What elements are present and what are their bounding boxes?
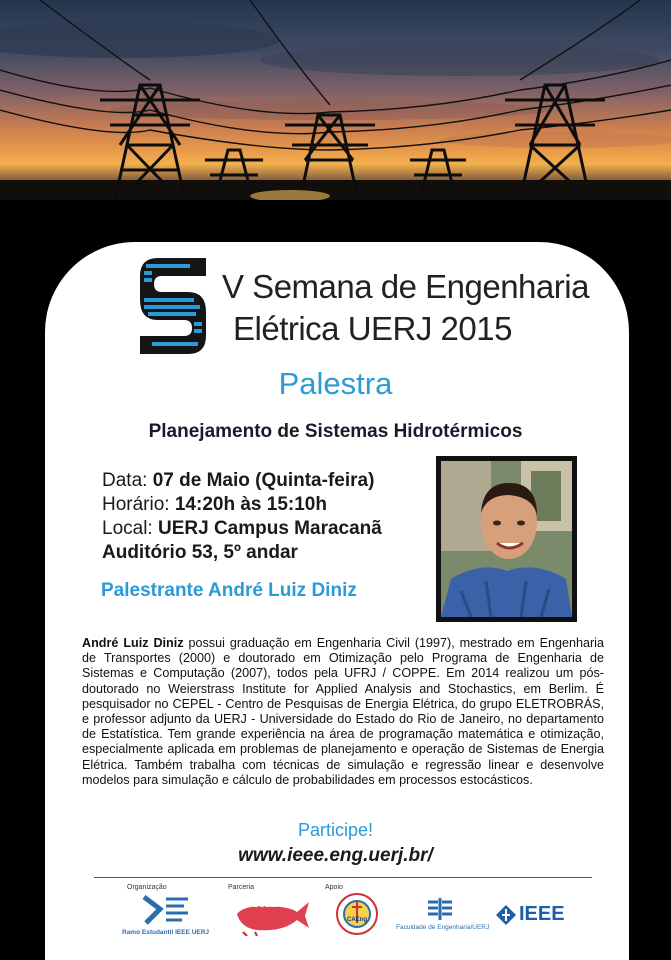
time-line	[102, 494, 327, 516]
org-name: Ramo Estudantil IEEE UERJ	[122, 929, 210, 936]
ieee-uerj-logo-icon	[140, 895, 192, 927]
speaker-heading: Palestrante André Luiz Diniz	[101, 580, 357, 601]
event-title-line1: V Semana de Engenharia	[222, 268, 589, 305]
time-value: 14:20h às 15:10h	[174, 494, 327, 515]
label-organizacao: Organização	[127, 884, 167, 891]
room-value: Auditório 53, 5º andar	[102, 542, 298, 563]
date-value: 07 de Maio (Quinta-feira)	[152, 470, 375, 491]
place-label: Local:	[102, 518, 153, 539]
time-label: Horário:	[102, 494, 170, 515]
faculty-name: Faculdade de Engenharia/UERJ	[396, 924, 490, 931]
event-title-line2: Elétrica UERJ 2015	[233, 310, 512, 347]
date-line	[102, 470, 374, 492]
room-line	[102, 542, 298, 564]
mobgeek-logo-icon	[233, 892, 311, 936]
semana-logo-icon	[140, 258, 206, 354]
label-parceria: Parceria	[228, 884, 255, 891]
speaker-bio	[82, 636, 604, 806]
bio-text: possui graduação em Engenharia Civil (1997), mestrado em Engenharia de Transportes (2000) e doutorado em Otimização pelo Programa de Engenharia de Sistemas e Computação (2007), todos pela UFRJ / COPPE. Em 2014 realizou um pós-doutorado no Weierstrass Institute for Applied Analysis and Stochastics, em Berlim. É pesquisador no CEPEL - Centro de Pesquisas de Energia Elétrica, do grupo ELETROBRÁS, e professor adjunto da UERJ - Universidade do Estado do Rio de Janeiro, no departamento de Estatística. Tem grande experiência na área de programação matemática e otimização, especialmente aplicada em problemas de planejamento e operação de Sistemas de Energia Elétrica. Também trabalha com técnicas de simulação e regressão linear e desenvolve modelos para simulação e cálculo de probabilidades em processos estocásticos.	[82, 636, 604, 787]
event-type-heading: Palestra	[278, 366, 393, 401]
website-link[interactable]: www.ieee.eng.uerj.br/	[238, 845, 433, 866]
date-label: Data:	[102, 470, 148, 491]
header-banner-image	[0, 0, 671, 200]
faculdade-logo-icon	[426, 898, 454, 920]
footer-divider	[94, 877, 592, 878]
speaker-photo	[436, 456, 577, 622]
place-line	[102, 518, 382, 540]
participe-text: Participe!	[297, 820, 374, 840]
talk-title: Planejamento de Sistemas Hidrotérmicos	[148, 421, 523, 442]
partner-name: MOBGEEK	[240, 900, 282, 909]
ieee-logo-text: IEEE	[519, 903, 565, 925]
caeng-seal-icon	[336, 893, 378, 935]
bio-name: André Luiz Diniz	[82, 636, 184, 650]
support-name: CAEng	[347, 917, 367, 923]
ieee-diamond-icon	[496, 905, 516, 925]
place-value: UERJ Campus Maracanã	[157, 518, 382, 539]
label-apoio: Apoio	[325, 884, 343, 891]
